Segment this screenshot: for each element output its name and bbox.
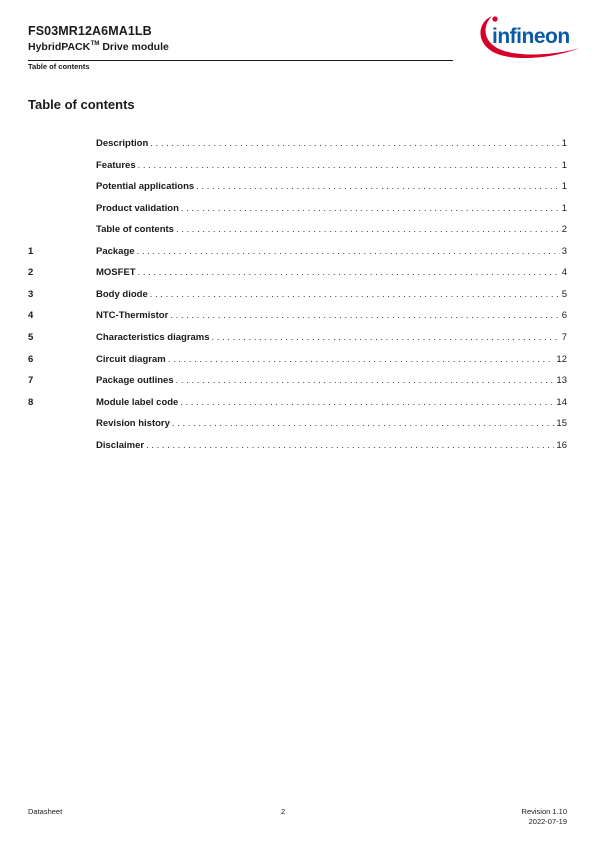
- toc-entry-line: [96, 289, 567, 300]
- footer-date: 2022-07-19: [528, 817, 567, 826]
- header-rule: [28, 60, 453, 61]
- footer-doc-type: Datasheet: [28, 807, 63, 816]
- logo-text: infineon: [492, 25, 570, 48]
- toc-entry-title[interactable]: Package: [96, 245, 135, 257]
- toc-entry-page[interactable]: 16: [556, 439, 567, 451]
- toc-entry[interactable]: [28, 246, 567, 262]
- toc-leader-dots: [146, 440, 554, 451]
- toc-entry-line: [96, 354, 567, 365]
- toc-entry[interactable]: [28, 267, 567, 283]
- toc-entry[interactable]: [28, 354, 567, 370]
- toc-entry[interactable]: [28, 310, 567, 326]
- toc-entry-page[interactable]: 6: [561, 310, 567, 322]
- toc-entry[interactable]: [28, 375, 567, 391]
- toc-entry-title[interactable]: Potential applications: [96, 181, 195, 193]
- toc-entry-line: [96, 397, 567, 408]
- toc-entry-title[interactable]: Features: [96, 159, 136, 171]
- toc-entry-number: 2: [28, 267, 34, 279]
- toc-entry-page[interactable]: 13: [556, 375, 567, 387]
- document-part-number: FS03MR12A6MA1LB: [28, 24, 152, 38]
- toc-entry-number: 4: [28, 310, 34, 322]
- toc-entry-page[interactable]: 2: [561, 224, 567, 236]
- toc-leader-dots: [168, 354, 555, 365]
- toc-entry-number: 3: [28, 288, 34, 300]
- toc-entry-title[interactable]: Description: [96, 138, 149, 149]
- toc-entry-number: 1: [28, 245, 34, 257]
- toc-entry-page[interactable]: 3: [561, 245, 567, 257]
- toc-entry-title[interactable]: Table of contents: [96, 224, 174, 236]
- toc-entry-number: 7: [28, 375, 34, 387]
- toc-entry-line: [96, 203, 567, 214]
- toc-leader-dots: [150, 289, 560, 300]
- toc-entry-line: [96, 310, 567, 321]
- toc-leader-dots: [196, 181, 560, 192]
- toc-entry-title[interactable]: Disclaimer: [96, 439, 145, 451]
- product-suffix: Drive module: [102, 41, 169, 53]
- toc-entry[interactable]: [28, 203, 567, 219]
- toc-entry-line: [96, 267, 567, 278]
- toc-entry-page[interactable]: 1: [561, 138, 567, 149]
- toc-entry-line: [96, 440, 567, 451]
- toc-entry[interactable]: [28, 181, 567, 197]
- footer-page-number: 2: [281, 807, 286, 816]
- toc-entry-number: 5: [28, 331, 34, 343]
- toc-entry[interactable]: [28, 160, 567, 176]
- toc-entry-title[interactable]: Characteristics diagrams: [96, 331, 210, 343]
- toc-entry-line: [96, 138, 567, 149]
- toc-entry-page[interactable]: 7: [561, 331, 567, 343]
- toc-entry-page[interactable]: 1: [561, 202, 567, 214]
- toc-entry-number: 8: [28, 396, 34, 408]
- footer-revision-block: [522, 807, 567, 827]
- toc-entry-page[interactable]: 5: [561, 288, 567, 300]
- toc-leader-dots: [137, 246, 560, 257]
- toc-leader-dots: [176, 375, 555, 386]
- toc-entry[interactable]: [28, 224, 567, 240]
- toc-leader-dots: [138, 267, 560, 278]
- toc-entry-line: [96, 375, 567, 386]
- infineon-logo-icon: [474, 10, 586, 62]
- toc-entry-title[interactable]: Revision history: [96, 418, 170, 430]
- toc-entry-title[interactable]: MOSFET: [96, 267, 136, 279]
- logo-dot: [492, 16, 497, 21]
- trademark-mark: TM: [90, 41, 100, 47]
- toc-leader-dots: [172, 418, 555, 429]
- toc-leader-dots: [150, 138, 559, 149]
- toc-entry[interactable]: [28, 397, 567, 413]
- toc-entry-page[interactable]: 4: [561, 267, 567, 279]
- toc-leader-dots: [138, 160, 560, 171]
- toc-entry-line: [96, 160, 567, 171]
- toc-entry[interactable]: [28, 138, 567, 154]
- toc-entry-page[interactable]: 12: [556, 353, 567, 365]
- toc-leader-dots: [180, 397, 554, 408]
- toc-leader-dots: [212, 332, 560, 343]
- toc-entry[interactable]: [28, 332, 567, 348]
- toc-leader-dots: [176, 224, 560, 235]
- toc-entry-title[interactable]: Product validation: [96, 202, 179, 214]
- toc-entry-line: [96, 181, 567, 192]
- product-line: HybridPACK: [28, 41, 91, 53]
- toc-entry-page[interactable]: 15: [556, 418, 567, 430]
- toc-leader-dots: [181, 203, 560, 214]
- toc-entry[interactable]: [28, 418, 567, 434]
- header-section-label: Table of contents: [28, 62, 90, 71]
- toc-entry-line: [96, 246, 567, 257]
- toc-entry-number: 6: [28, 353, 34, 365]
- toc-entry-page[interactable]: 1: [561, 159, 567, 171]
- toc-entry-page[interactable]: 14: [556, 396, 567, 408]
- toc-entry-title[interactable]: Body diode: [96, 288, 148, 300]
- toc-entry-page[interactable]: 1: [561, 181, 567, 193]
- toc-entry-line: [96, 332, 567, 343]
- toc-entry[interactable]: [28, 440, 567, 456]
- footer-revision: Revision 1.10: [521, 807, 567, 816]
- toc-heading: Table of contents: [28, 97, 135, 112]
- toc-entry-line: [96, 418, 567, 429]
- toc-entry-title[interactable]: Circuit diagram: [96, 353, 166, 365]
- toc-entry-title[interactable]: NTC-Thermistor: [96, 310, 169, 322]
- toc-entry[interactable]: [28, 289, 567, 305]
- toc-leader-dots: [170, 310, 559, 321]
- toc-entry-title[interactable]: Module label code: [96, 396, 179, 408]
- document-subtitle: [28, 41, 169, 53]
- toc-entry-title[interactable]: Package outlines: [96, 375, 174, 387]
- toc-entry-line: [96, 224, 567, 235]
